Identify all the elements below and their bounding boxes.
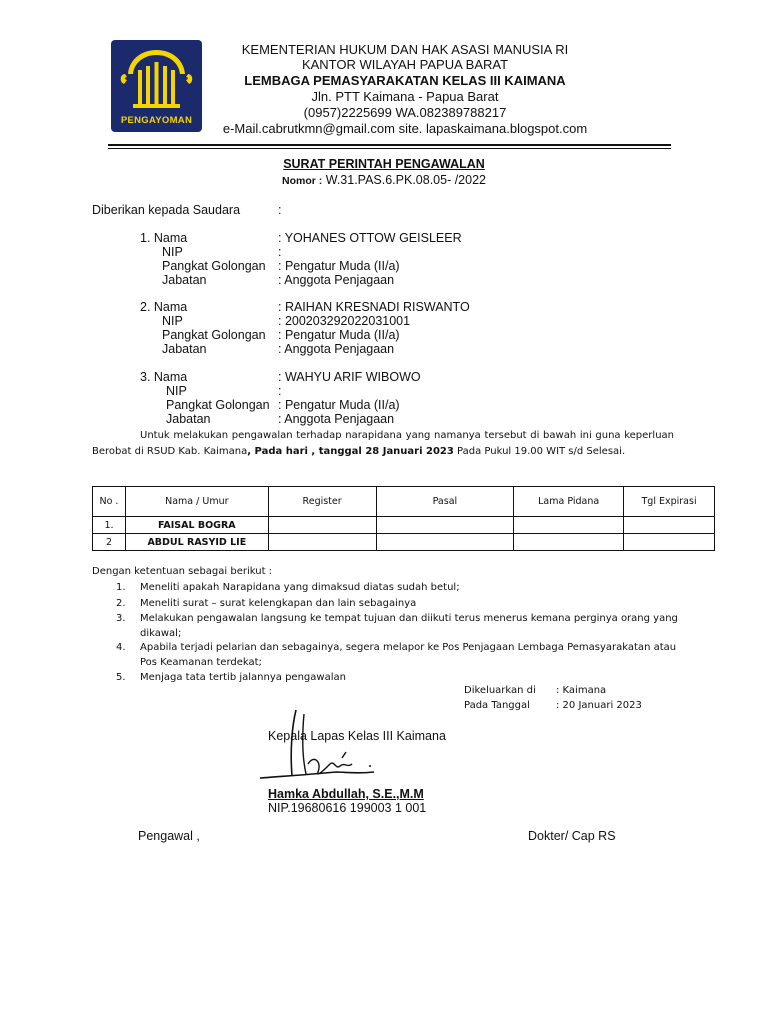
prisoner-table xyxy=(92,486,715,551)
officer-1-name: : YOHANES OTTOW GEISLEER xyxy=(278,231,462,245)
list-item xyxy=(116,670,686,685)
purpose-text: Untuk melakukan pengawalan terhadap narapidana yang namanya tersebut di bawah ini guna keperluan Berobat di RSUD Kab. Kaimana xyxy=(92,430,674,457)
list-item xyxy=(116,580,686,595)
table-header-row xyxy=(93,487,715,517)
header-institution: LEMBAGA PEMASYARAKATAN KELAS III KAIMANA xyxy=(244,73,566,88)
officer-2-nip: : 200203292022031001 xyxy=(278,314,411,328)
table-row xyxy=(93,534,715,551)
list-item-number: 3. xyxy=(116,613,126,624)
col-expiry: Tgl Expirasi xyxy=(624,487,715,517)
officer-1-rank-label: Pangkat Golongan xyxy=(162,259,266,273)
officer-3-nip: : xyxy=(278,384,282,398)
intro-colon: : xyxy=(278,203,282,217)
issued-place-label: Dikeluarkan di xyxy=(464,685,536,696)
list-item-text: Meneliti surat – surat kelengkapan dan lain sebagainya xyxy=(140,598,417,609)
officer-1-rank: : Pengatur Muda (II/a) xyxy=(278,259,400,273)
cell-register xyxy=(268,534,376,551)
table-row xyxy=(93,517,715,534)
intro-label: Diberikan kepada Saudara xyxy=(92,203,241,217)
list-item-text: Menjaga tata tertib jalannya pengawalan xyxy=(140,672,346,683)
list-item xyxy=(116,611,686,641)
cell-no: 1. xyxy=(93,517,126,534)
officer-3-rank-label: Pangkat Golongan xyxy=(166,398,270,412)
header-divider xyxy=(108,144,671,146)
header-regional-office: KANTOR WILAYAH PAPUA BARAT xyxy=(301,57,509,72)
cell-expiry xyxy=(624,517,715,534)
officer-3-name-label: 3. Nama xyxy=(140,370,188,384)
signatory-nip: NIP.19680616 199003 1 001 xyxy=(268,801,427,815)
document-title: SURAT PERINTAH PENGAWALAN xyxy=(283,157,485,171)
provisions-title: Dengan ketentuan sebagai berikut : xyxy=(92,566,273,577)
col-sentence: Lama Pidana xyxy=(514,487,624,517)
logo-text: PENGAYOMAN xyxy=(120,115,193,126)
pengayoman-logo xyxy=(111,40,202,132)
list-item-number: 5. xyxy=(116,672,126,683)
officer-2-nip-label: NIP xyxy=(162,314,183,328)
officer-1-position-label: Jabatan xyxy=(162,273,207,287)
list-item-text: Apabila terjadi pelarian dan sebagainya, segera melapor ke Pos Penjagaan Lembaga Pemasyarakatan atau Pos Keamanan terdekat; xyxy=(140,642,677,668)
purpose-time: Pada Pukul 19.00 WIT s/d Selesai. xyxy=(453,445,626,457)
officer-2-rank-label: Pangkat Golongan xyxy=(162,328,266,342)
officer-2-name: : RAIHAN KRESNADI RISWANTO xyxy=(278,300,470,314)
officer-2-position: : Anggota Penjagaan xyxy=(278,342,395,356)
officer-2-name-label: 2. Nama xyxy=(140,300,188,314)
officer-1-name-label: 1. Nama xyxy=(140,231,188,245)
header-divider-thin xyxy=(108,148,671,149)
officer-3-position-label: Jabatan xyxy=(166,412,211,426)
doctor-stamp-label: Dokter/ Cap RS xyxy=(528,829,616,843)
officer-3-nip-label: NIP xyxy=(166,384,187,398)
officer-1-nip: : xyxy=(278,245,282,259)
purpose-date: , Pada hari , tanggal 28 Januari 2023 xyxy=(247,445,454,457)
officer-1-position: : Anggota Penjagaan xyxy=(278,273,395,287)
header-ministry: KEMENTERIAN HUKUM DAN HAK ASASI MANUSIA RI xyxy=(241,42,569,57)
issued-date-label: Pada Tanggal xyxy=(464,700,530,711)
logo-emblem-icon xyxy=(111,40,202,120)
list-item-text: Melakukan pengawalan langsung ke tempat tujuan dan diikuti terus menerus kemana perginya orang yang dikawal; xyxy=(140,613,678,639)
signatory-name: Hamka Abdullah, S.E.,M.M xyxy=(268,787,424,801)
officer-1-nip-label: NIP xyxy=(162,245,183,259)
list-item-number: 4. xyxy=(116,642,126,653)
officer-2-rank: : Pengatur Muda (II/a) xyxy=(278,328,400,342)
cell-name: FAISAL BOGRA xyxy=(125,517,268,534)
issued-date: : 20 Januari 2023 xyxy=(556,700,642,711)
cell-no: 2 xyxy=(93,534,126,551)
header-address: Jln. PTT Kaimana - Papua Barat xyxy=(311,89,499,104)
purpose-paragraph xyxy=(92,428,674,459)
col-no: No . xyxy=(93,487,126,517)
officer-3-position: : Anggota Penjagaan xyxy=(278,412,395,426)
issued-place: : Kaimana xyxy=(556,685,607,696)
list-item-number: 1. xyxy=(116,582,126,593)
document-number-value: W.31.PAS.6.PK.08.05- /2022 xyxy=(322,173,486,187)
document-number xyxy=(0,173,768,187)
escort-label: Pengawal , xyxy=(138,829,200,843)
list-item xyxy=(116,640,686,670)
cell-article xyxy=(376,517,514,534)
col-register: Register xyxy=(268,487,376,517)
cell-sentence xyxy=(514,534,624,551)
col-article: Pasal xyxy=(376,487,514,517)
list-item-text: Meneliti apakah Narapidana yang dimaksud diatas sudah betul; xyxy=(140,582,460,593)
officer-3-name: : WAHYU ARIF WIBOWO xyxy=(278,370,421,384)
cell-article xyxy=(376,534,514,551)
list-item-number: 2. xyxy=(116,598,126,609)
document-number-label: Nomor : xyxy=(281,175,323,187)
cell-register xyxy=(268,517,376,534)
officer-2-position-label: Jabatan xyxy=(162,342,207,356)
cell-name: ABDUL RASYID LIE xyxy=(125,534,268,551)
header-email: e-Mail.cabrutkmn@gmail.com site. lapaskaimana.blogspot.com xyxy=(222,121,588,136)
cell-expiry xyxy=(624,534,715,551)
header-phone: (0957)2225699 WA.082389788217 xyxy=(303,105,507,120)
list-item xyxy=(116,596,686,611)
col-name-age: Nama / Umur xyxy=(125,487,268,517)
signatory-title: Kepala Lapas Kelas III Kaimana xyxy=(268,729,446,743)
officer-3-rank: : Pengatur Muda (II/a) xyxy=(278,398,400,412)
cell-sentence xyxy=(514,517,624,534)
